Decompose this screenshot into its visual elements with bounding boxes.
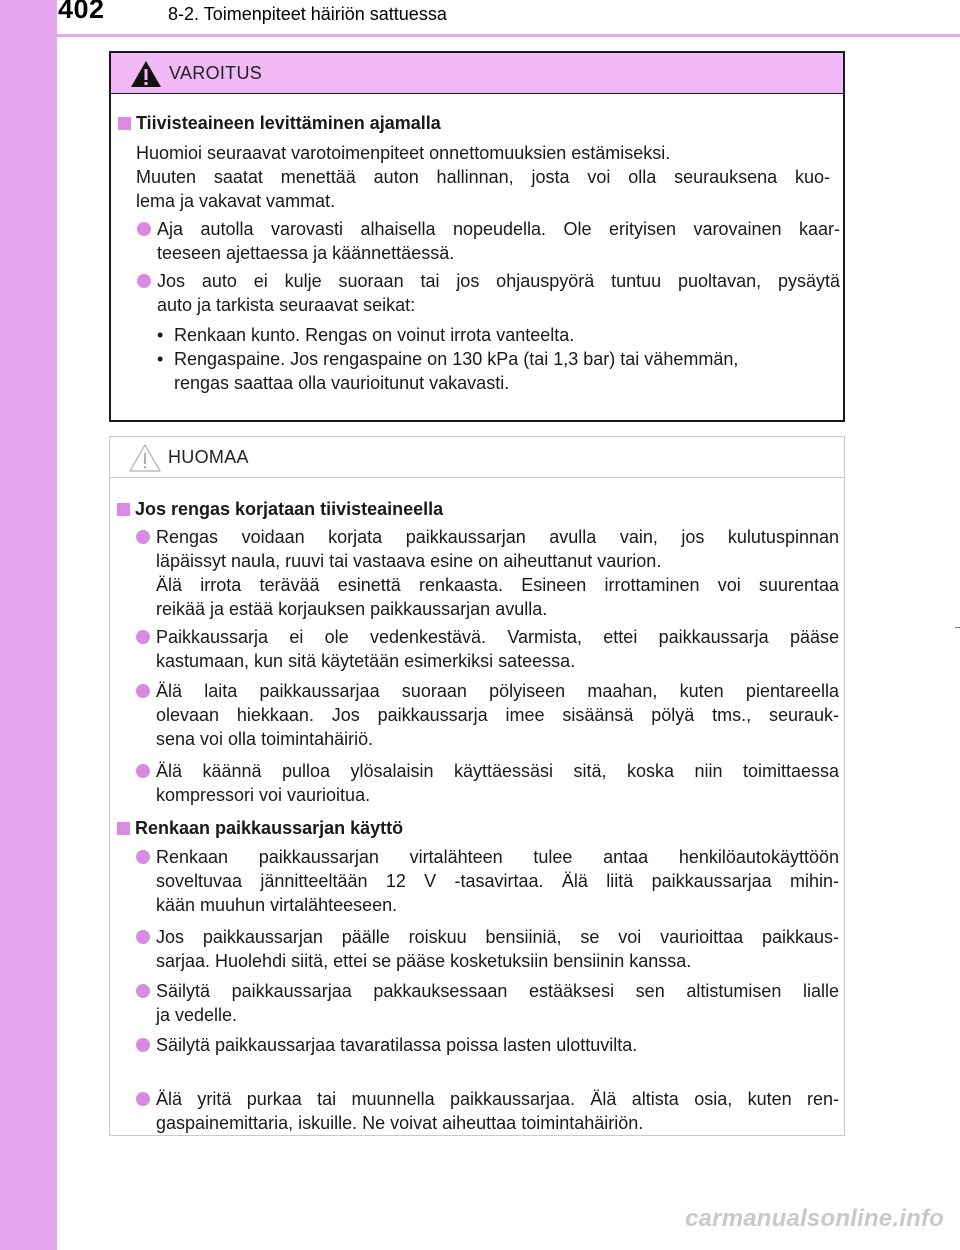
note-item-line: kään muuhun virtalähteeseen.: [156, 895, 398, 915]
note-item-line: Säilytä paikkaussarjaa pakkauksessaan estääksesi sen altistumisen lialle: [156, 981, 839, 1001]
side-color-band: [0, 0, 57, 1250]
warning-subitem-line: Rengaspaine. Jos rengaspaine on 130 kPa (tai 1,3 bar) tai vähemmän,: [174, 349, 739, 369]
note-header: [110, 437, 844, 478]
note-heading: Jos rengas korjataan tiivisteaineella: [135, 499, 444, 519]
watermark: carmanualsonline.info: [685, 1205, 944, 1232]
note-title: HUOMAA: [168, 447, 249, 467]
circle-bullet-icon: [137, 274, 151, 288]
page-number: 402: [58, 0, 105, 24]
dot-bullet: •: [157, 349, 164, 369]
note-item-line: läpäissyt naula, ruuvi tai vastaava esine on aiheuttanut vaurion.: [156, 551, 662, 571]
note-item-line: Renkaan paikkaussarjan virtalähteen tulee antaa henkilöautokäyttöön: [156, 847, 839, 867]
note-item-line: reikää ja estää korjauksen paikkaussarjan avulla.: [156, 599, 548, 619]
square-bullet-icon: [117, 503, 130, 516]
note-item-line: Säilytä paikkaussarjaa tavaratilassa poissa lasten ulottuvilta.: [156, 1035, 638, 1055]
circle-bullet-icon: [136, 530, 150, 544]
circle-bullet-icon: [136, 930, 150, 944]
warning-heading: Tiivisteaineen levittäminen ajamalla: [136, 113, 441, 133]
note-item-line: ja vedelle.: [156, 1005, 238, 1025]
warning-subitem-line: rengas saattaa olla vaurioitunut vakavasti.: [174, 373, 510, 393]
circle-bullet-icon: [136, 684, 150, 698]
square-bullet-icon: [117, 822, 130, 835]
note-item-line: Jos paikkaussarjan päälle roiskuu bensiiniä, se voi vaurioittaa paikkaus-: [156, 927, 839, 947]
square-bullet-icon: [118, 117, 131, 130]
warning-item-line: Jos auto ei kulje suoraan tai jos ohjauspyörä tuntuu puoltavan, pysäytä: [157, 271, 840, 291]
note-item-line: soveltuvaa jännitteeltään 12 V -tasavirtaa. Älä liitä paikkaussarjaa mihin-: [156, 871, 839, 891]
note-item-line: Älä käännä pulloa ylösalaisin käyttäessäsi sitä, koska niin toimittaessa: [156, 761, 839, 781]
warning-title: VAROITUS: [169, 63, 263, 83]
warning-item-line: teeseen ajettaessa ja käännettäessä.: [157, 243, 455, 263]
warning-box: [109, 51, 845, 422]
note-item-line: gaspainemittaria, iskuille. Ne voivat aiheuttaa toimintahäiriön.: [156, 1113, 644, 1133]
note-item-line: kompressori voi vaurioitua.: [156, 785, 371, 805]
header-divider: [57, 34, 960, 37]
section-title: 8-2. Toimenpiteet häiriön sattuessa: [168, 4, 447, 24]
circle-bullet-icon: [136, 630, 150, 644]
circle-bullet-icon: [137, 222, 151, 236]
note-heading: Renkaan paikkaussarjan käyttö: [135, 818, 404, 838]
warning-item-line: auto ja tarkista seuraavat seikat:: [157, 295, 416, 315]
edge-mark: [955, 627, 960, 628]
caution-triangle-icon: [128, 443, 162, 473]
warning-intro-line: Muuten saatat menettää auton hallinnan, josta voi olla seurauksena kuo-: [136, 167, 830, 187]
warning-intro-line: lema ja vakavat vammat.: [136, 191, 336, 211]
warning-intro-line: Huomioi seuraavat varotoimenpiteet onnettomuuksien estämiseksi.: [136, 143, 671, 163]
note-item-line: sarjaa. Huolehdi siitä, ettei se pääse kosketuksiin bensiinin kanssa.: [156, 951, 692, 971]
note-box: [109, 436, 845, 1136]
note-item-line: sena voi olla toimintahäiriö.: [156, 729, 374, 749]
warning-item-line: Aja autolla varovasti alhaisella nopeudella. Ole erityisen varovainen kaar-: [157, 219, 840, 239]
circle-bullet-icon: [136, 984, 150, 998]
note-item-line: Rengas voidaan korjata paikkaussarjan avulla vain, jos kulutuspinnan: [156, 527, 839, 547]
note-item-line: kastumaan, kun sitä käytetään esimerkiksi sateessa.: [156, 651, 576, 671]
circle-bullet-icon: [136, 1092, 150, 1106]
note-item-line: Älä irrota terävää esinettä renkaasta. Esineen irrottaminen voi suurentaa: [156, 575, 839, 595]
warning-subitem-line: Renkaan kunto. Rengas on voinut irrota vanteelta.: [174, 325, 575, 345]
circle-bullet-icon: [136, 764, 150, 778]
warning-triangle-icon: [129, 59, 163, 89]
dot-bullet: •: [157, 325, 164, 345]
warning-header: [111, 53, 843, 94]
circle-bullet-icon: [136, 850, 150, 864]
note-item-line: Paikkaussarja ei ole vedenkestävä. Varmista, ettei paikkaussarja pääse: [156, 627, 839, 647]
note-item-line: olevaan hiekkaan. Jos paikkaussarja imee sisäänsä pölyä tms., seurauk-: [156, 705, 839, 725]
note-item-line: Älä laita paikkaussarjaa suoraan pölyiseen maahan, kuten pientareella: [156, 681, 839, 701]
circle-bullet-icon: [136, 1038, 150, 1052]
note-item-line: Älä yritä purkaa tai muunnella paikkaussarjaa. Älä altista osia, kuten ren-: [156, 1089, 839, 1109]
